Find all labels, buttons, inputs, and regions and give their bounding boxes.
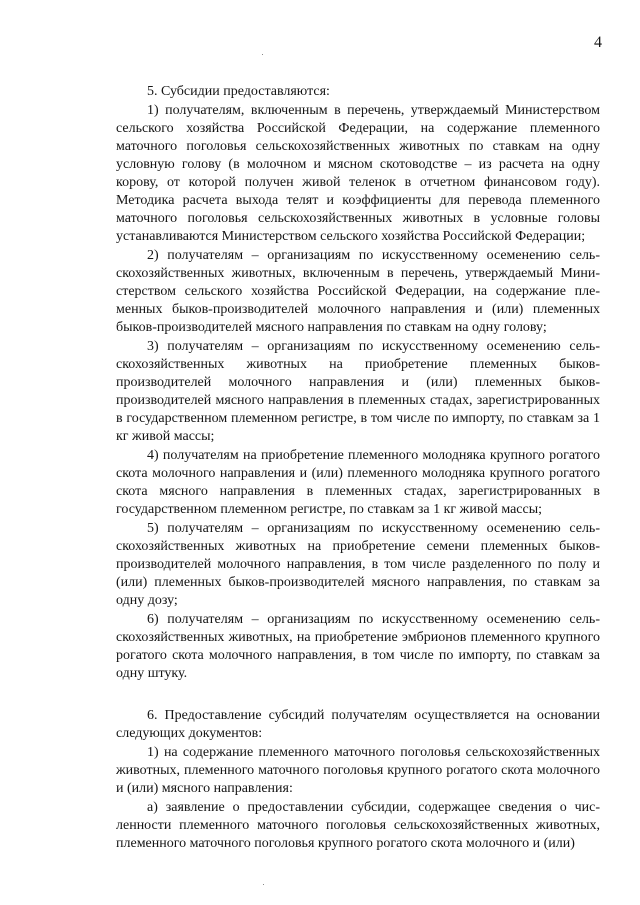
clause-5-item-5: 5) получателям – организациям по искусственному осеменению сельскохозяйственных животных на приобретение семени племенных быков-производителей молочного направления, в том числе разделенного по полу и (или) племенных быков-производителей мясного направления, по ставкам за одну дозу; <box>116 521 600 608</box>
page-number: 4 <box>594 34 602 51</box>
document-body <box>116 83 600 853</box>
scan-speck <box>262 54 263 55</box>
clause-6-heading: 6. Предоставление субсидий получателям осуществляется на основании следующих документов: <box>116 708 600 741</box>
clause-5-item-4: 4) получателям на приобретение племенного молодняка крупного рогатого скота молочного направления и (или) племенного молодняка крупного рогатого скота мясного направления в племенных стадах, зарегистрированных в государственном племенном регистре, по ставкам за 1 кг живой массы; <box>116 448 600 517</box>
clause-5-item-6: 6) получателям – организациям по искусственному осеменению сельскохозяйственных животных, на приобретение эмбрионов племенного крупного рогатого скота молочного направления, в том числе по импорту, по ставкам за одну штуку. <box>116 612 600 681</box>
clause-6-item-1: 1) на содержание племенного маточного поголовья сельскохозяйственных животных, племенного маточного поголовья крупного рогатого скота молочного и (или) мясного направления: <box>116 745 600 796</box>
clause-5-item-1: 1) получателям, включенным в перечень, утверждаемый Министерством сельского хозяйства Российской Федерации, на содержание племенного маточного поголовья сельскохозяйственных животных по ставкам на одну условную голову (в молочном и мясном скотоводстве – из расчета на одну корову, от которой получен живой теленок в отчетном финансовом году). Методика расчета выхода телят и коэффициенты для перевода племенного маточного поголовья сельскохозяйственных животных в условные головы устанавливаются Министерством сельского хозяйства Российской Федерации; <box>116 103 600 244</box>
clause-6-item-1-a: а) заявление о предоставлении субсидии, содержащее сведения о численности племенного маточного поголовья сельскохозяйственных животных, племенного маточного поголовья крупного рогатого скота молочного и (или) <box>116 800 600 851</box>
scan-speck <box>263 884 264 885</box>
clause-5-item-2: 2) получателям – организациям по искусственному осеменению сельскохозяйственных животных, включенным в перечень, утверждаемый Министерством сельского хозяйства Российской Федерации, на содержание племенных быков-производителей молочного направления и (или) племенных быков-производителей мясного направления по ставкам на одну голову; <box>116 248 600 335</box>
clause-5-item-3: 3) получателям – организациям по искусственному осеменению сельскохозяйственных животных на приобретение племенных быков-производителей молочного направления и (или) племенных быков-производителей мясного направления в племенных стадах, зарегистрированных в государственном племенном регистре, в том числе по импорту, по ставкам за 1 кг живой массы; <box>116 339 600 444</box>
clause-5-heading: 5. Субсидии предоставляются: <box>147 84 330 99</box>
